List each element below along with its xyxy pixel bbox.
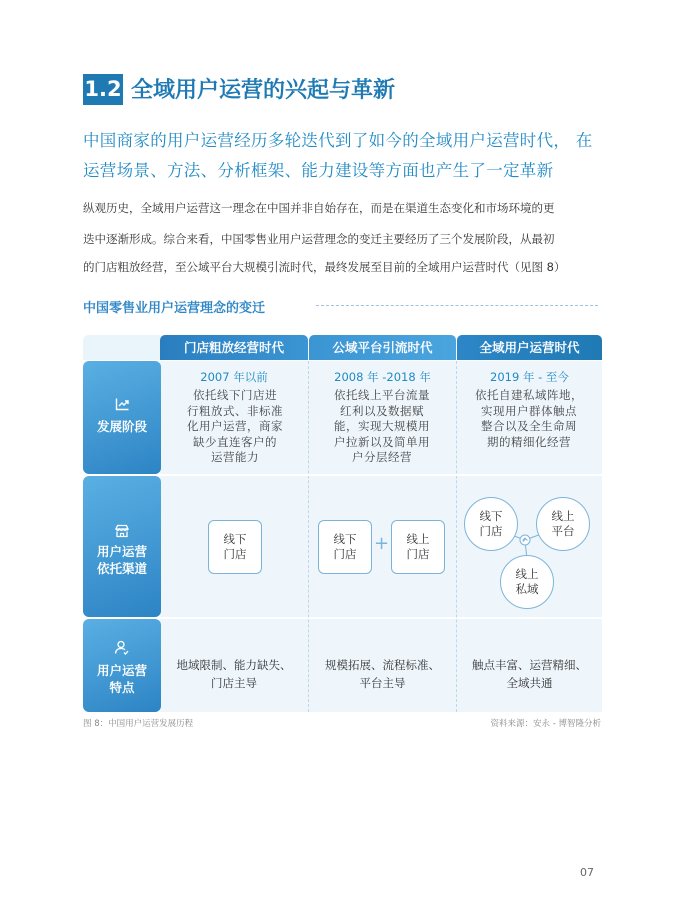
channel-text: 门店	[333, 547, 357, 561]
desc-line: 能，实现大规模用	[334, 419, 430, 433]
desc-line: 运营能力	[211, 450, 259, 464]
trait-line: 平台主导	[359, 676, 406, 690]
channel-text: 线上	[515, 567, 539, 581]
channel-text: 私域	[515, 582, 539, 596]
desc-platform-era	[327, 388, 437, 466]
year-platform-era: 2008 年 -2018 年	[334, 370, 431, 384]
traits-omnichannel-era	[457, 656, 602, 692]
figure-title: 中国零售业用户运营理念的变迁	[83, 301, 266, 316]
row-label-stage-text: 发展阶段	[96, 419, 147, 434]
figure-title-divider	[316, 305, 598, 306]
channel-text: 平台	[551, 524, 575, 538]
channel-text: 线下	[223, 532, 247, 546]
row-label-channel	[83, 476, 161, 617]
desc-line: 依托自建私域阵地，	[475, 388, 583, 402]
body-line-2: 迭中逐渐形成。综合来看，中国零售业用户运营理念的变迁主要经历了三个发展阶段，从最初	[83, 232, 555, 246]
desc-line: 实现用户群体触点	[481, 403, 577, 418]
channel-text: 线下	[333, 532, 357, 546]
section-number: 1.2	[83, 74, 123, 105]
trait-line: 门店主导	[211, 676, 257, 690]
traits-platform-era	[309, 656, 456, 692]
channel-online-platform	[536, 497, 590, 551]
row-label-stage	[83, 361, 161, 474]
channel-text: 门店	[223, 547, 247, 561]
channel-offline-store	[208, 520, 262, 574]
trait-line: 触点丰富、运营精细、	[472, 658, 587, 672]
row-label-channel-text-2: 依托渠道	[96, 561, 147, 576]
body-line-3: 的门店粗放经营，至公域平台大规模引流时代，最终发展至目前的全域用户运营时代（见图 8）	[83, 260, 566, 274]
desc-store-era	[182, 388, 288, 466]
channel-text: 线下	[479, 509, 503, 523]
desc-line: 化用户运营，商家	[187, 419, 283, 433]
desc-line: 期的精细化经营	[487, 434, 571, 449]
user-icon	[114, 640, 129, 655]
column-header-store-era: 门店粗放经营时代	[160, 335, 308, 360]
year-omnichannel-era: 2019 年 - 至今	[490, 370, 569, 384]
desc-line: 户拉新以及简单用	[334, 434, 430, 449]
channel-text: 线上	[406, 532, 430, 546]
subtitle-line-1: 中国商家的用户运营经历多轮迭代到了如今的全域用户运营时代， 在	[83, 131, 593, 150]
row-separator	[160, 618, 602, 619]
desc-line: 红利以及数据赋	[340, 403, 424, 418]
channel-text: 门店	[406, 547, 430, 561]
body-line-1: 纵观历史，全域用户运营这一理念在中国并非自始存在，而是在渠道生态变化和市场环境的更	[83, 201, 555, 215]
desc-line: 依托线上平台流量	[334, 388, 430, 402]
traits-store-era	[160, 656, 308, 692]
trait-line: 规模拓展、流程标准、	[325, 658, 440, 672]
trait-line: 全域共通	[506, 676, 553, 690]
desc-line: 户分层经营	[352, 450, 412, 464]
channel-offline-store-2	[318, 520, 372, 574]
plus-icon: +	[374, 533, 390, 554]
desc-line: 整合以及全生命周	[481, 419, 577, 433]
row-label-traits-text-2: 特点	[109, 680, 135, 695]
trend-icon	[115, 397, 130, 411]
desc-line: 缺少直连客户的	[193, 434, 277, 449]
desc-line: 依托线下门店进	[193, 388, 277, 402]
year-store-era: 2007 年以前	[200, 370, 268, 384]
row-label-traits	[83, 619, 161, 712]
section-title: 全域用户运营的兴起与革新	[131, 78, 396, 103]
trait-line: 地域限制、能力缺失、	[176, 658, 292, 672]
figure-caption: 图 8：中国用户运营发展历程	[83, 719, 194, 729]
page-number: 07	[580, 866, 594, 879]
channel-text: 线上	[551, 509, 575, 523]
desc-omnichannel-era	[470, 388, 588, 450]
row-label-channel-text-1: 用户运营	[96, 544, 147, 559]
desc-line: 行粗放式、非标准	[187, 403, 283, 418]
store-icon	[114, 524, 130, 538]
column-header-platform-era: 公域平台引流时代	[309, 335, 456, 360]
channel-online-store	[391, 520, 445, 574]
row-label-traits-text-1: 用户运营	[96, 663, 147, 678]
header-corner	[83, 335, 160, 360]
subtitle-line-2: 运营场景、方法、分析框架、能力建设等方面也产生了一定革新	[83, 161, 554, 180]
channel-offline-store-3	[464, 497, 518, 551]
channel-text: 门店	[479, 524, 503, 538]
channel-online-private-domain	[500, 555, 554, 609]
figure-source: 资料来源：安永 - 博智隆分析	[490, 719, 601, 729]
column-header-omnichannel-era: 全域用户运营时代	[457, 335, 602, 360]
